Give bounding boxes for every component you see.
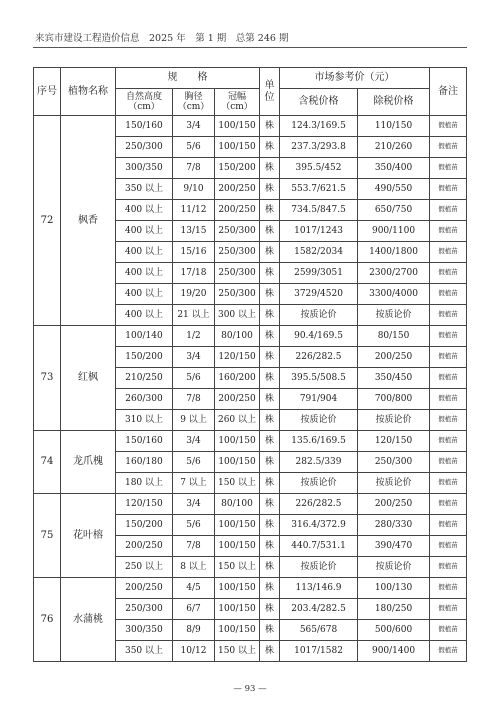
dbh-cell: 5/6 bbox=[173, 515, 215, 536]
header-price: 市场参考价（元） bbox=[280, 68, 430, 89]
header-tax-excl: 除税价格 bbox=[358, 89, 430, 116]
unit-cell: 株 bbox=[260, 620, 280, 641]
unit-cell: 株 bbox=[260, 200, 280, 221]
dbh-cell: 9/10 bbox=[173, 179, 215, 200]
tax-excl-cell: 900/1100 bbox=[358, 221, 430, 242]
dbh-cell: 6/7 bbox=[173, 599, 215, 620]
table-row bbox=[34, 116, 467, 137]
height-cell: 350 以上 bbox=[116, 641, 173, 662]
note-cell: 假植苗 bbox=[430, 137, 467, 158]
unit-cell: 株 bbox=[260, 368, 280, 389]
dbh-cell: 9 以上 bbox=[173, 410, 215, 431]
dbh-cell: 5/6 bbox=[173, 368, 215, 389]
crown-cell: 250/300 bbox=[215, 242, 260, 263]
unit-cell: 株 bbox=[260, 263, 280, 284]
tax-incl-cell: 316.4/372.9 bbox=[280, 515, 358, 536]
unit-cell: 株 bbox=[260, 284, 280, 305]
height-cell: 250 以上 bbox=[116, 557, 173, 578]
height-cell: 200/250 bbox=[116, 578, 173, 599]
tax-excl-cell: 按质论价 bbox=[358, 473, 430, 494]
height-cell: 210/250 bbox=[116, 368, 173, 389]
plant-name-cell: 花叶榕 bbox=[61, 494, 116, 578]
tax-excl-cell: 350/450 bbox=[358, 368, 430, 389]
height-cell: 150/160 bbox=[116, 431, 173, 452]
height-cell: 400 以上 bbox=[116, 305, 173, 326]
tax-excl-cell: 110/150 bbox=[358, 116, 430, 137]
unit-cell: 株 bbox=[260, 599, 280, 620]
header-tax-incl: 含税价格 bbox=[280, 89, 358, 116]
dbh-cell: 3/4 bbox=[173, 494, 215, 515]
unit-cell: 株 bbox=[260, 536, 280, 557]
unit-cell: 株 bbox=[260, 578, 280, 599]
page-header: 来宾市建设工程造价信息 2025 年 第 1 期 总第 246 期 bbox=[35, 33, 289, 44]
tax-incl-cell: 440.7/531.1 bbox=[280, 536, 358, 557]
dbh-cell: 7/8 bbox=[173, 158, 215, 179]
tax-excl-cell: 500/600 bbox=[358, 620, 430, 641]
note-cell: 假植苗 bbox=[430, 242, 467, 263]
crown-cell: 300 以上 bbox=[215, 305, 260, 326]
price-table bbox=[33, 67, 467, 662]
height-cell: 260/300 bbox=[116, 389, 173, 410]
dbh-cell: 19/20 bbox=[173, 284, 215, 305]
dbh-cell: 7 以上 bbox=[173, 473, 215, 494]
crown-cell: 120/150 bbox=[215, 347, 260, 368]
crown-cell: 260 以上 bbox=[215, 410, 260, 431]
tax-excl-cell: 120/150 bbox=[358, 431, 430, 452]
height-cell: 160/180 bbox=[116, 452, 173, 473]
height-cell: 250/300 bbox=[116, 137, 173, 158]
dbh-cell: 8 以上 bbox=[173, 557, 215, 578]
tax-incl-cell: 124.3/169.5 bbox=[280, 116, 358, 137]
tax-incl-cell: 791/904 bbox=[280, 389, 358, 410]
tax-excl-cell: 按质论价 bbox=[358, 410, 430, 431]
height-cell: 180 以上 bbox=[116, 473, 173, 494]
table-row bbox=[34, 326, 467, 347]
height-cell: 400 以上 bbox=[116, 221, 173, 242]
dbh-cell: 7/8 bbox=[173, 389, 215, 410]
crown-cell: 250/300 bbox=[215, 284, 260, 305]
plant-name-cell: 枫香 bbox=[61, 116, 116, 326]
dbh-cell: 8/9 bbox=[173, 620, 215, 641]
tax-excl-cell: 200/250 bbox=[358, 494, 430, 515]
tax-incl-cell: 按质论价 bbox=[280, 473, 358, 494]
header-dbh: 胸径（cm） bbox=[173, 89, 215, 116]
tax-incl-cell: 203.4/282.5 bbox=[280, 599, 358, 620]
tax-excl-cell: 按质论价 bbox=[358, 557, 430, 578]
unit-cell: 株 bbox=[260, 305, 280, 326]
height-cell: 100/140 bbox=[116, 326, 173, 347]
crown-cell: 100/150 bbox=[215, 431, 260, 452]
tax-incl-cell: 565/678 bbox=[280, 620, 358, 641]
tax-excl-cell: 250/300 bbox=[358, 452, 430, 473]
crown-cell: 100/150 bbox=[215, 137, 260, 158]
crown-cell: 100/150 bbox=[215, 116, 260, 137]
unit-cell: 株 bbox=[260, 137, 280, 158]
height-cell: 150/200 bbox=[116, 347, 173, 368]
unit-cell: 株 bbox=[260, 389, 280, 410]
tax-incl-cell: 226/282.5 bbox=[280, 494, 358, 515]
tax-incl-cell: 734.5/847.5 bbox=[280, 200, 358, 221]
dbh-cell: 3/4 bbox=[173, 347, 215, 368]
unit-cell: 株 bbox=[260, 242, 280, 263]
dbh-cell: 11/12 bbox=[173, 200, 215, 221]
tax-excl-cell: 3300/4000 bbox=[358, 284, 430, 305]
tax-incl-cell: 2599/3051 bbox=[280, 263, 358, 284]
dbh-cell: 1/2 bbox=[173, 326, 215, 347]
note-cell: 假植苗 bbox=[430, 578, 467, 599]
note-cell: 假植苗 bbox=[430, 389, 467, 410]
crown-cell: 200/250 bbox=[215, 389, 260, 410]
unit-cell: 株 bbox=[260, 473, 280, 494]
note-cell: 假植苗 bbox=[430, 599, 467, 620]
note-cell: 假植苗 bbox=[430, 494, 467, 515]
unit-cell: 株 bbox=[260, 158, 280, 179]
tax-incl-cell: 1582/2034 bbox=[280, 242, 358, 263]
plant-name-cell: 红枫 bbox=[61, 326, 116, 431]
crown-cell: 200/250 bbox=[215, 179, 260, 200]
crown-cell: 160/200 bbox=[215, 368, 260, 389]
note-cell: 假植苗 bbox=[430, 641, 467, 662]
tax-excl-cell: 200/250 bbox=[358, 347, 430, 368]
tax-excl-cell: 210/260 bbox=[358, 137, 430, 158]
table-row bbox=[34, 578, 467, 599]
tax-incl-cell: 395.5/508.5 bbox=[280, 368, 358, 389]
note-cell: 假植苗 bbox=[430, 473, 467, 494]
unit-cell: 株 bbox=[260, 410, 280, 431]
height-cell: 400 以上 bbox=[116, 284, 173, 305]
tax-excl-cell: 900/1400 bbox=[358, 641, 430, 662]
crown-cell: 200/250 bbox=[215, 200, 260, 221]
note-cell: 假植苗 bbox=[430, 284, 467, 305]
note-cell: 假植苗 bbox=[430, 620, 467, 641]
header-crown: 冠幅（cm） bbox=[215, 89, 260, 116]
height-cell: 350 以上 bbox=[116, 179, 173, 200]
height-cell: 150/160 bbox=[116, 116, 173, 137]
index-cell: 76 bbox=[34, 578, 61, 662]
tax-excl-cell: 1400/1800 bbox=[358, 242, 430, 263]
header-name: 植物名称 bbox=[61, 68, 116, 116]
unit-cell: 株 bbox=[260, 431, 280, 452]
tax-incl-cell: 按质论价 bbox=[280, 305, 358, 326]
dbh-cell: 5/6 bbox=[173, 452, 215, 473]
tax-excl-cell: 按质论价 bbox=[358, 305, 430, 326]
crown-cell: 100/150 bbox=[215, 536, 260, 557]
table-row bbox=[34, 494, 467, 515]
crown-cell: 80/100 bbox=[215, 494, 260, 515]
header-height: 自然高度（cm） bbox=[116, 89, 173, 116]
height-cell: 310 以上 bbox=[116, 410, 173, 431]
unit-cell: 株 bbox=[260, 179, 280, 200]
plant-name-cell: 水蒲桃 bbox=[61, 578, 116, 662]
tax-excl-cell: 650/750 bbox=[358, 200, 430, 221]
crown-cell: 100/150 bbox=[215, 578, 260, 599]
tax-excl-cell: 100/130 bbox=[358, 578, 430, 599]
note-cell: 假植苗 bbox=[430, 221, 467, 242]
note-cell: 假植苗 bbox=[430, 158, 467, 179]
crown-cell: 100/150 bbox=[215, 452, 260, 473]
dbh-cell: 10/12 bbox=[173, 641, 215, 662]
tax-excl-cell: 490/550 bbox=[358, 179, 430, 200]
plant-name-cell: 龙爪槐 bbox=[61, 431, 116, 494]
note-cell: 假植苗 bbox=[430, 536, 467, 557]
tax-incl-cell: 3729/4520 bbox=[280, 284, 358, 305]
dbh-cell: 15/16 bbox=[173, 242, 215, 263]
tax-incl-cell: 282.5/339 bbox=[280, 452, 358, 473]
note-cell: 假植苗 bbox=[430, 347, 467, 368]
header-spec: 规 格 bbox=[116, 68, 260, 89]
tax-excl-cell: 390/470 bbox=[358, 536, 430, 557]
dbh-cell: 3/4 bbox=[173, 116, 215, 137]
tax-incl-cell: 226/282.5 bbox=[280, 347, 358, 368]
height-cell: 200/250 bbox=[116, 536, 173, 557]
dbh-cell: 3/4 bbox=[173, 431, 215, 452]
tax-incl-cell: 按质论价 bbox=[280, 557, 358, 578]
dbh-cell: 7/8 bbox=[173, 536, 215, 557]
crown-cell: 80/100 bbox=[215, 326, 260, 347]
crown-cell: 100/150 bbox=[215, 620, 260, 641]
height-cell: 150/200 bbox=[116, 515, 173, 536]
note-cell: 假植苗 bbox=[430, 557, 467, 578]
tax-excl-cell: 80/150 bbox=[358, 326, 430, 347]
crown-cell: 250/300 bbox=[215, 263, 260, 284]
height-cell: 120/150 bbox=[116, 494, 173, 515]
header-unit: 单位 bbox=[260, 68, 280, 116]
note-cell: 假植苗 bbox=[430, 263, 467, 284]
table-body bbox=[34, 116, 467, 662]
header-note: 备注 bbox=[430, 68, 467, 116]
crown-cell: 100/150 bbox=[215, 599, 260, 620]
note-cell: 假植苗 bbox=[430, 326, 467, 347]
crown-cell: 150 以上 bbox=[215, 557, 260, 578]
unit-cell: 株 bbox=[260, 641, 280, 662]
tax-excl-cell: 350/400 bbox=[358, 158, 430, 179]
dbh-cell: 4/5 bbox=[173, 578, 215, 599]
dbh-cell: 5/6 bbox=[173, 137, 215, 158]
height-cell: 400 以上 bbox=[116, 200, 173, 221]
unit-cell: 株 bbox=[260, 116, 280, 137]
index-cell: 74 bbox=[34, 431, 61, 494]
crown-cell: 250/300 bbox=[215, 221, 260, 242]
dbh-cell: 13/15 bbox=[173, 221, 215, 242]
crown-cell: 150 以上 bbox=[215, 473, 260, 494]
height-cell: 400 以上 bbox=[116, 263, 173, 284]
note-cell: 假植苗 bbox=[430, 410, 467, 431]
note-cell: 假植苗 bbox=[430, 200, 467, 221]
index-cell: 73 bbox=[34, 326, 61, 431]
note-cell: 假植苗 bbox=[430, 305, 467, 326]
tax-incl-cell: 113/146.9 bbox=[280, 578, 358, 599]
unit-cell: 株 bbox=[260, 326, 280, 347]
unit-cell: 株 bbox=[260, 494, 280, 515]
unit-cell: 株 bbox=[260, 221, 280, 242]
crown-cell: 150 以上 bbox=[215, 641, 260, 662]
dbh-cell: 21 以上 bbox=[173, 305, 215, 326]
dbh-cell: 17/18 bbox=[173, 263, 215, 284]
table-row bbox=[34, 431, 467, 452]
note-cell: 假植苗 bbox=[430, 515, 467, 536]
tax-excl-cell: 180/250 bbox=[358, 599, 430, 620]
index-cell: 72 bbox=[34, 116, 61, 326]
tax-incl-cell: 按质论价 bbox=[280, 410, 358, 431]
header-index: 序号 bbox=[34, 68, 61, 116]
tax-incl-cell: 237.3/293.8 bbox=[280, 137, 358, 158]
header-rule bbox=[33, 47, 467, 48]
unit-cell: 株 bbox=[260, 557, 280, 578]
note-cell: 假植苗 bbox=[430, 431, 467, 452]
note-cell: 假植苗 bbox=[430, 368, 467, 389]
unit-cell: 株 bbox=[260, 515, 280, 536]
tax-incl-cell: 135.6/169.5 bbox=[280, 431, 358, 452]
height-cell: 250/300 bbox=[116, 599, 173, 620]
crown-cell: 100/150 bbox=[215, 515, 260, 536]
note-cell: 假植苗 bbox=[430, 452, 467, 473]
tax-incl-cell: 1017/1243 bbox=[280, 221, 358, 242]
unit-cell: 株 bbox=[260, 452, 280, 473]
tax-excl-cell: 2300/2700 bbox=[358, 263, 430, 284]
height-cell: 300/350 bbox=[116, 620, 173, 641]
header-row-1 bbox=[34, 68, 467, 89]
tax-incl-cell: 553.7/621.5 bbox=[280, 179, 358, 200]
unit-cell: 株 bbox=[260, 347, 280, 368]
note-cell: 假植苗 bbox=[430, 179, 467, 200]
tax-incl-cell: 1017/1582 bbox=[280, 641, 358, 662]
index-cell: 75 bbox=[34, 494, 61, 578]
tax-incl-cell: 395.5/452 bbox=[280, 158, 358, 179]
note-cell: 假植苗 bbox=[430, 116, 467, 137]
crown-cell: 150/200 bbox=[215, 158, 260, 179]
height-cell: 400 以上 bbox=[116, 242, 173, 263]
tax-excl-cell: 700/800 bbox=[358, 389, 430, 410]
height-cell: 300/350 bbox=[116, 158, 173, 179]
page-number: — 93 — bbox=[233, 684, 267, 694]
tax-incl-cell: 90.4/169.5 bbox=[280, 326, 358, 347]
tax-excl-cell: 280/330 bbox=[358, 515, 430, 536]
